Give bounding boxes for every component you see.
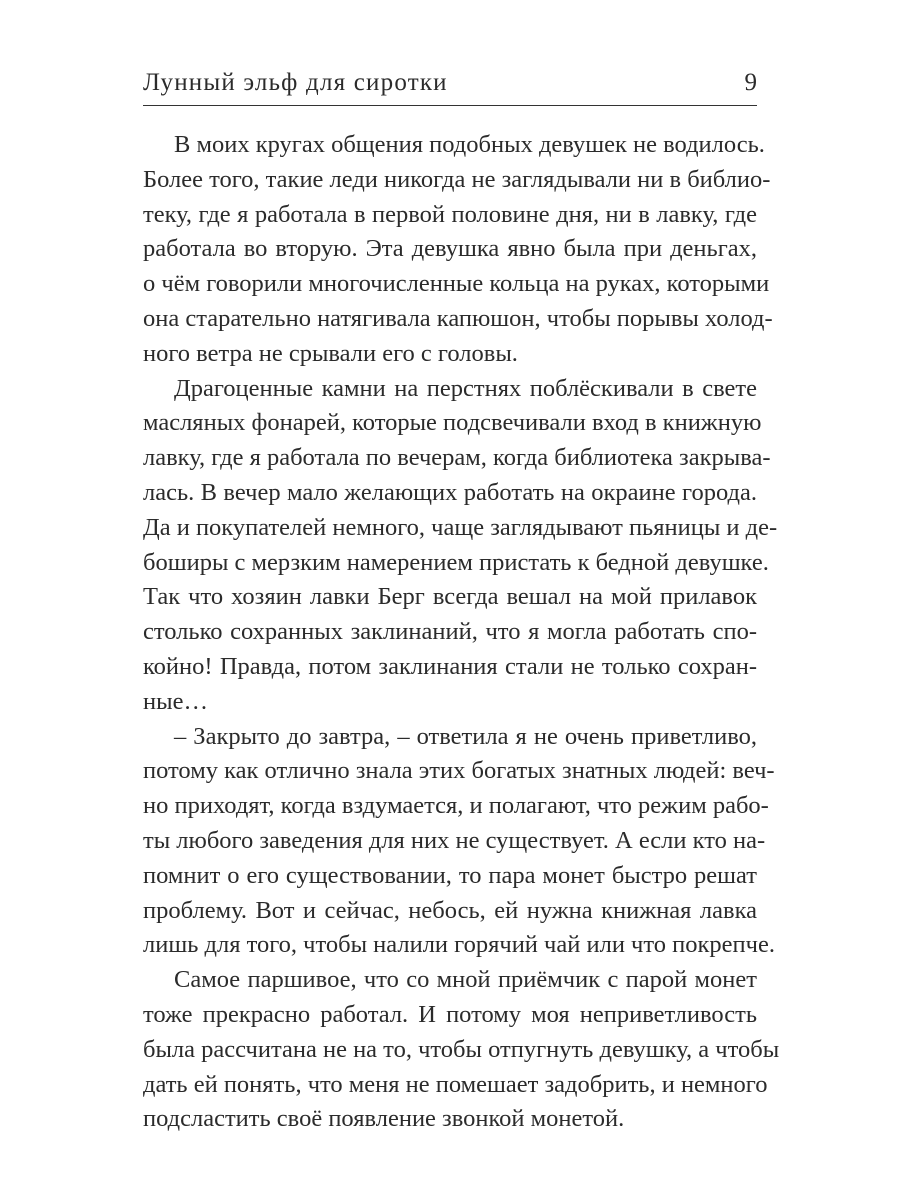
text-line: помнит о его существовании, то пара монет быстро решат xyxy=(143,861,757,889)
text-line: лась. В вечер мало желающих работать на окраине города. xyxy=(143,478,757,506)
text-line: В моих кругах общения подобных девушек не водилось. xyxy=(174,131,765,158)
text-line: о чём говорили многочисленные кольца на руках, которыми xyxy=(143,270,770,298)
paragraph-2 xyxy=(143,372,778,720)
text-line: дать ей понять, что меня не помешает задобрить, и немного xyxy=(143,1070,768,1098)
running-title: Лунный эльф для сиротки xyxy=(143,69,448,96)
text-line: ного ветра не срывали его с головы. xyxy=(143,339,518,367)
text-line: проблему. Вот и сейчас, небось, ей нужна книжная лавка xyxy=(143,896,757,924)
text-line: столько сохранных заклинаний, что я могла работать спо- xyxy=(143,618,757,646)
text-line: теку, где я работала в первой половине дня, ни в лавку, где xyxy=(143,200,757,228)
paragraph-3 xyxy=(143,720,775,964)
body-text xyxy=(143,128,780,1137)
text-line: ные… xyxy=(143,687,208,715)
text-line: Самое паршивое, что со мной приёмчик с парой монет xyxy=(174,966,757,994)
text-line: Более того, такие леди никогда не заглядывали ни в библио- xyxy=(143,165,771,193)
text-line: подсластить своё появление звонкой монетой. xyxy=(143,1105,625,1133)
text-line: масляных фонарей, которые подсвечивали вход в книжную xyxy=(143,409,762,437)
running-head xyxy=(143,66,757,100)
text-line: – Закрыто до завтра, – ответила я не очень приветливо, xyxy=(174,722,757,750)
page-number: 9 xyxy=(744,69,757,96)
text-line: работала во вторую. Эта девушка явно была при деньгах, xyxy=(143,235,757,263)
text-line: тоже прекрасно работал. И потому моя неприветливость xyxy=(143,1000,757,1028)
text-line: была рассчитана не на то, чтобы отпугнуть девушку, а чтобы xyxy=(143,1035,780,1063)
text-line: боширы с мерзким намерением пристать к бедной девушке. xyxy=(143,548,769,576)
header-rule xyxy=(143,105,757,106)
text-line: ты любого заведения для них не существует. А если кто на- xyxy=(143,826,766,854)
text-line: Да и покупателей немного, чаще заглядывают пьяницы и де- xyxy=(143,513,778,541)
text-line: но приходят, когда вздумается, и полагают, что режим рабо- xyxy=(143,792,769,820)
text-line: потому как отлично знала этих богатых знатных людей: веч- xyxy=(143,757,775,785)
paragraph-1 xyxy=(143,128,773,372)
text-line: Драгоценные камни на перстнях поблёскивали в свете xyxy=(174,374,757,402)
text-line: лишь для того, чтобы налили горячий чай или что покрепче. xyxy=(143,931,775,959)
text-line: лавку, где я работала по вечерам, когда библиотека закрыва- xyxy=(143,444,771,472)
paragraph-4 xyxy=(143,963,780,1137)
text-line: Так что хозяин лавки Берг всегда вешал на мой прилавок xyxy=(143,583,757,611)
text-line: она старательно натягивала капюшон, чтобы порывы холод- xyxy=(143,304,773,332)
text-line: койно! Правда, потом заклинания стали не только сохран- xyxy=(143,652,757,680)
